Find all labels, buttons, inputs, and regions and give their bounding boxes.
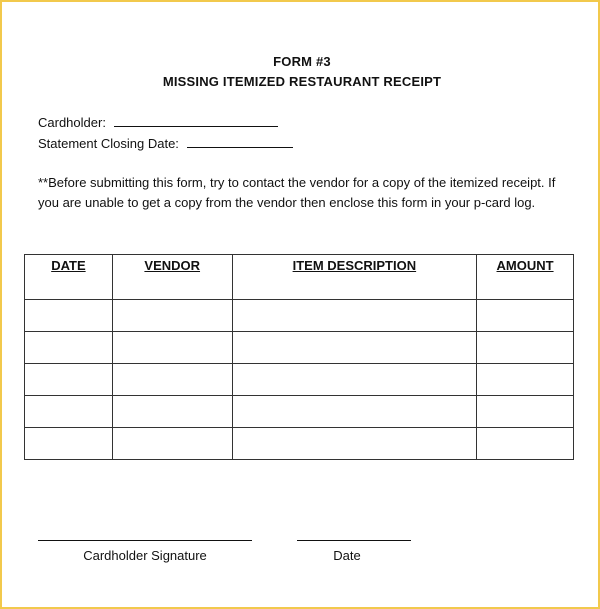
date-cell[interactable]: [25, 428, 113, 460]
vendor-cell[interactable]: [112, 300, 232, 332]
form-title: MISSING ITEMIZED RESTAURANT RECEIPT: [162, 74, 442, 89]
table-row: [25, 300, 574, 332]
closing-date-field: [38, 135, 293, 151]
vendor-cell[interactable]: [112, 396, 232, 428]
cardholder-signature-line[interactable]: [38, 540, 252, 541]
amount-cell[interactable]: [477, 364, 574, 396]
receipt-table: [24, 254, 574, 460]
cardholder-signature-label: Cardholder Signature: [83, 548, 207, 563]
date-cell[interactable]: [25, 300, 113, 332]
cardholder-blank[interactable]: [114, 114, 278, 127]
amount-cell[interactable]: [477, 300, 574, 332]
item-description-cell[interactable]: [232, 428, 476, 460]
table-row: [25, 428, 574, 460]
date-header: DATE: [25, 255, 113, 300]
closing-date-blank[interactable]: [187, 135, 293, 148]
instruction-note: **Before submitting this form, try to contact the vendor for a copy of the itemized receipt. If you are unable to get a copy from the vendor then enclose this form in your p-card log.: [38, 175, 556, 210]
date-cell[interactable]: [25, 396, 113, 428]
vendor-cell[interactable]: [112, 364, 232, 396]
cardholder-label: Cardholder:: [38, 115, 106, 130]
table-row: [25, 396, 574, 428]
amount-cell[interactable]: [477, 332, 574, 364]
table-row: [25, 364, 574, 396]
date-cell[interactable]: [25, 332, 113, 364]
amount-cell[interactable]: [477, 396, 574, 428]
item-description-cell[interactable]: [232, 364, 476, 396]
vendor-header: VENDOR: [112, 255, 232, 300]
signature-date-line[interactable]: [297, 540, 411, 541]
closing-date-label: Statement Closing Date:: [38, 136, 179, 151]
form-number: FORM #3: [273, 54, 331, 69]
cardholder-field: [38, 114, 278, 130]
table-header-row: [25, 255, 574, 300]
vendor-cell[interactable]: [112, 332, 232, 364]
item-description-cell[interactable]: [232, 332, 476, 364]
item-description-cell[interactable]: [232, 396, 476, 428]
item-description-header: ITEM DESCRIPTION: [232, 255, 476, 300]
amount-cell[interactable]: [477, 428, 574, 460]
amount-header: AMOUNT: [477, 255, 574, 300]
signature-date-label: Date: [333, 548, 361, 563]
date-cell[interactable]: [25, 364, 113, 396]
item-description-cell[interactable]: [232, 300, 476, 332]
vendor-cell[interactable]: [112, 428, 232, 460]
table-row: [25, 332, 574, 364]
